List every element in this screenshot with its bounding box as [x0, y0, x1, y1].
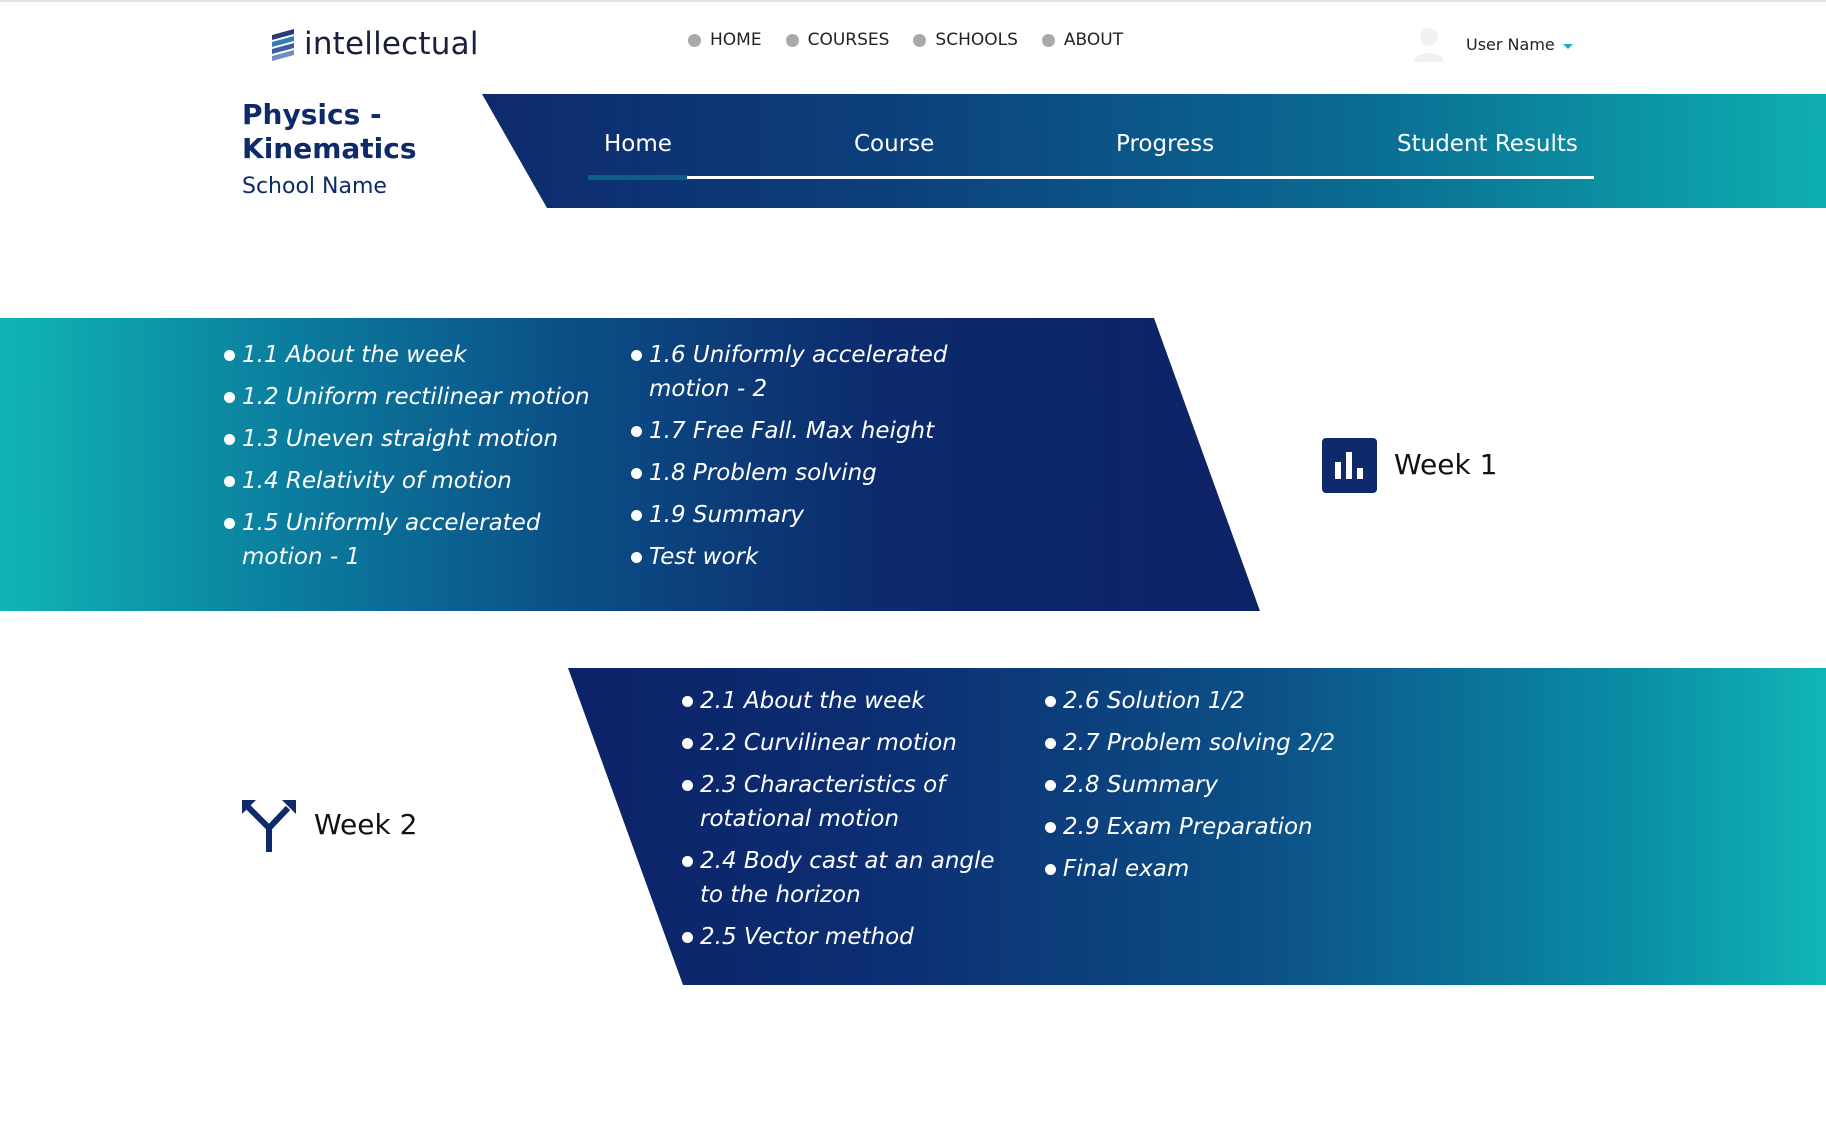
lesson-item[interactable]: 1.7 Free Fall. Max height: [631, 414, 961, 448]
logo-icon: [268, 27, 298, 61]
lesson-item[interactable]: 2.5 Vector method: [682, 920, 1012, 954]
lesson-item[interactable]: 1.2 Uniform rectilinear motion: [224, 380, 604, 414]
lesson-item[interactable]: 2.6 Solution 1/2: [1045, 684, 1375, 718]
lesson-item[interactable]: 2.1 About the week: [682, 684, 1012, 718]
week2-column-1: [682, 684, 1012, 962]
tab-progress[interactable]: Progress: [1116, 131, 1215, 157]
lesson-item[interactable]: 2.8 Summary: [1045, 768, 1375, 802]
nav-about[interactable]: [1042, 30, 1123, 50]
brand-logo[interactable]: [268, 22, 479, 66]
nav-bullet-icon: [786, 34, 799, 47]
nav-bullet-icon: [688, 34, 701, 47]
bar-chart-icon: [1322, 438, 1377, 493]
nav-home-label: HOME: [710, 30, 762, 50]
school-name: School Name: [242, 174, 387, 199]
lesson-item[interactable]: 2.9 Exam Preparation: [1045, 810, 1375, 844]
week1-column-2: [631, 338, 961, 582]
lesson-item[interactable]: 1.6 Uniformly accelerated motion - 2: [631, 338, 961, 406]
tab-course[interactable]: Course: [854, 131, 935, 157]
nav-courses-label: COURSES: [807, 30, 890, 50]
lesson-item[interactable]: Test work: [631, 540, 961, 574]
split-arrows-icon: [240, 796, 298, 854]
week1-label: Week 1: [1394, 448, 1498, 481]
tab-home[interactable]: Home: [604, 131, 672, 157]
tab-bar: [0, 131, 1826, 171]
lesson-item[interactable]: 1.5 Uniformly accelerated motion - 1: [224, 506, 562, 574]
chevron-down-icon: [1563, 44, 1573, 49]
avatar-icon: [1412, 26, 1446, 62]
nav-about-label: ABOUT: [1063, 30, 1124, 50]
active-tab-indicator: [588, 175, 687, 180]
top-navigation-bar: [0, 0, 1826, 92]
lesson-item[interactable]: 2.7 Problem solving 2/2: [1045, 726, 1375, 760]
lesson-item[interactable]: 1.8 Problem solving: [631, 456, 961, 490]
lesson-item[interactable]: 1.9 Summary: [631, 498, 961, 532]
tab-student-results[interactable]: Student Results: [1397, 131, 1578, 157]
main-nav: [688, 30, 1147, 50]
user-name: User Name: [1466, 34, 1555, 54]
user-menu[interactable]: [1412, 26, 1573, 62]
brand-name: intellectual: [304, 26, 479, 62]
week2-label: Week 2: [314, 808, 418, 841]
lesson-item[interactable]: 1.1 About the week: [224, 338, 604, 372]
course-title: Physics - Kinematics: [242, 98, 417, 165]
nav-bullet-icon: [913, 34, 926, 47]
lesson-item[interactable]: 2.4 Body cast at an angle to the horizon: [682, 844, 1012, 912]
lesson-item[interactable]: 1.4 Relativity of motion: [224, 464, 604, 498]
nav-courses[interactable]: [786, 30, 890, 50]
nav-schools-label: SCHOOLS: [935, 30, 1018, 50]
lesson-item[interactable]: 2.2 Curvilinear motion: [682, 726, 1012, 760]
week1-column-1: [224, 338, 604, 582]
nav-home[interactable]: [688, 30, 762, 50]
tab-underline: [588, 176, 1594, 179]
week2-column-2: [1045, 684, 1375, 894]
lesson-item[interactable]: Final exam: [1045, 852, 1375, 886]
lesson-item[interactable]: 2.3 Characteristics of rotational motion: [682, 768, 1012, 836]
week1-lessons-band: [0, 318, 1260, 611]
nav-bullet-icon: [1042, 34, 1055, 47]
nav-schools[interactable]: [913, 30, 1017, 50]
lesson-item[interactable]: 1.3 Uneven straight motion: [224, 422, 604, 456]
